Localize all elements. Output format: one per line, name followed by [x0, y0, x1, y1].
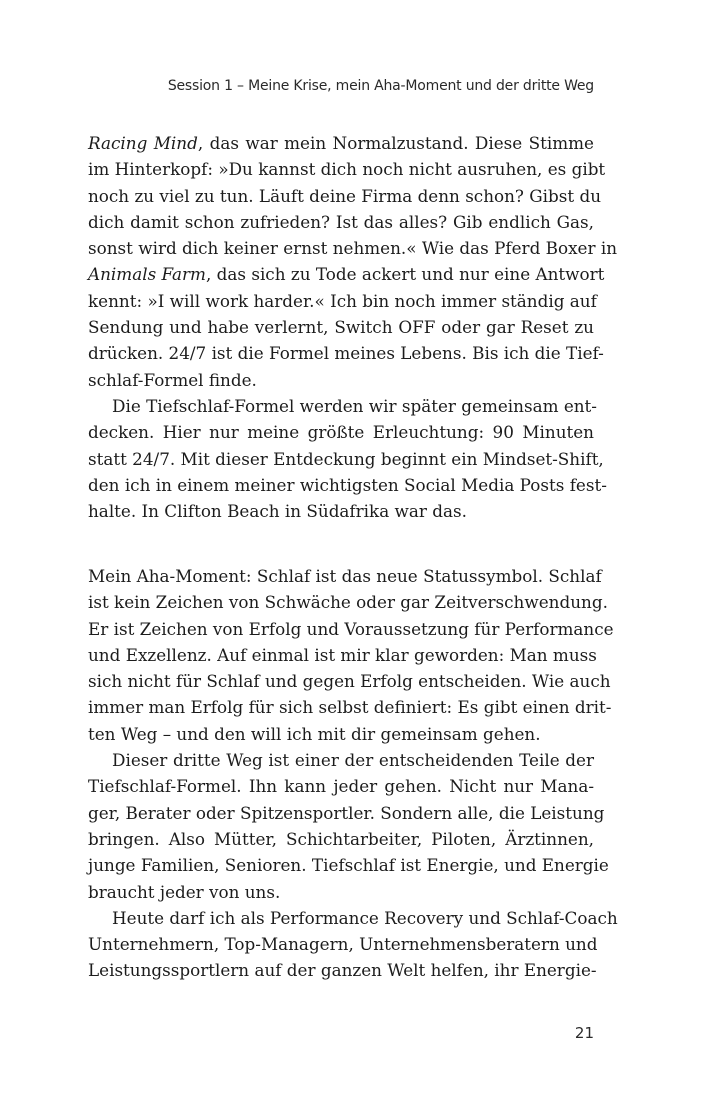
body-text-block-2: [88, 563, 618, 984]
text-line: sonst wird dich keiner ernst nehmen.« Wie das Pferd Boxer in: [88, 238, 618, 259]
paragraph-aha-moment: [88, 563, 614, 747]
paragraph-heute: [88, 905, 618, 984]
text-line: drücken. 24/7 ist die Formel meines Lebens. Bis ich die Tief-: [88, 343, 604, 364]
text-line: kennt: »I will work harder.« Ich bin noch immer ständig auf: [88, 290, 597, 311]
text-line: ger, Berater oder Spitzensportler. Sondern alle, die Leistung: [88, 802, 605, 823]
text-line: den ich in einem meiner wichtigsten Social Media Posts fest-: [88, 474, 607, 495]
text-line: und Exzellenz. Auf einmal ist mir klar geworden: Man muss: [88, 644, 597, 665]
text-line: dich damit schon zufrieden? Ist das alles? Gib endlich Gas,: [88, 211, 594, 232]
text-line: schlaf-Formel finde.: [88, 369, 257, 390]
text-line: braucht jeder von uns.: [88, 881, 281, 902]
body-text-block-1: [88, 130, 618, 524]
text-line: Racing Mind, das war mein Normalzustand. Diese Stimme: [88, 133, 594, 153]
text-line: statt 24/7. Mit dieser Entdeckung beginnt ein Mindset-Shift,: [88, 448, 604, 469]
text-line: Er ist Zeichen von Erfolg und Voraussetzung für Performance: [88, 618, 614, 639]
text-line: im Hinterkopf: »Du kannst dich noch nicht ausruhen, es gibt: [88, 159, 606, 180]
text-line: ist kein Zeichen von Schwäche oder gar Zeitverschwendung.: [88, 592, 608, 613]
text-line: bringen. Also Mütter, Schichtarbeiter, Piloten, Ärztinnen,: [88, 828, 594, 849]
text-line: Die Tiefschlaf-Formel werden wir später gemeinsam ent-: [112, 395, 597, 416]
text-line: noch zu viel zu tun. Läuft deine Firma denn schon? Gibst du: [88, 185, 602, 206]
text-line: decken. Hier nur meine größte Erleuchtung: 90 Minuten: [88, 422, 594, 443]
text-line: sich nicht für Schlaf und gegen Erfolg entscheiden. Wie auch: [88, 671, 611, 692]
running-head: Session 1 – Meine Krise, mein Aha-Moment und der dritte Weg: [167, 78, 594, 94]
paragraph-tiefschlaf-formel: [88, 393, 607, 524]
text-line: Leistungssportlern auf der ganzen Welt helfen, ihr Energie-: [88, 960, 597, 981]
text-line: halte. In Clifton Beach in Südafrika war das.: [88, 501, 467, 522]
text-line: Unternehmern, Top-Managern, Unternehmensberatern und: [88, 934, 598, 955]
text-line: junge Familien, Senioren. Tiefschlaf ist Energie, und Energie: [88, 855, 609, 876]
page-number: 21: [574, 1024, 594, 1042]
text-line: Sendung und habe verlernt, Switch OFF oder gar Reset zu: [88, 317, 594, 338]
text-line: Mein Aha-Moment: Schlaf ist das neue Statussymbol. Schlaf: [88, 566, 602, 586]
paragraph-racing-mind: [88, 130, 618, 393]
text-line: Heute darf ich als Performance Recovery und Schlaf-Coach: [112, 907, 618, 928]
italic-term: Racing Mind: [88, 133, 198, 153]
italic-title: Animals Farm: [88, 264, 206, 285]
text-line: ten Weg – und den will ich mit dir gemeinsam gehen.: [88, 723, 541, 744]
paragraph-dritter-weg: [88, 747, 609, 905]
text-line: Animals Farm, das sich zu Tode ackert und nur eine Antwort: [88, 264, 605, 285]
text-line: Tiefschlaf-Formel. Ihn kann jeder gehen. Nicht nur Mana-: [88, 776, 594, 797]
text-line: Dieser dritte Weg ist einer der entscheidenden Teile der: [112, 750, 594, 771]
text-line: immer man Erfolg für sich selbst definiert: Es gibt einen drit-: [88, 697, 612, 718]
